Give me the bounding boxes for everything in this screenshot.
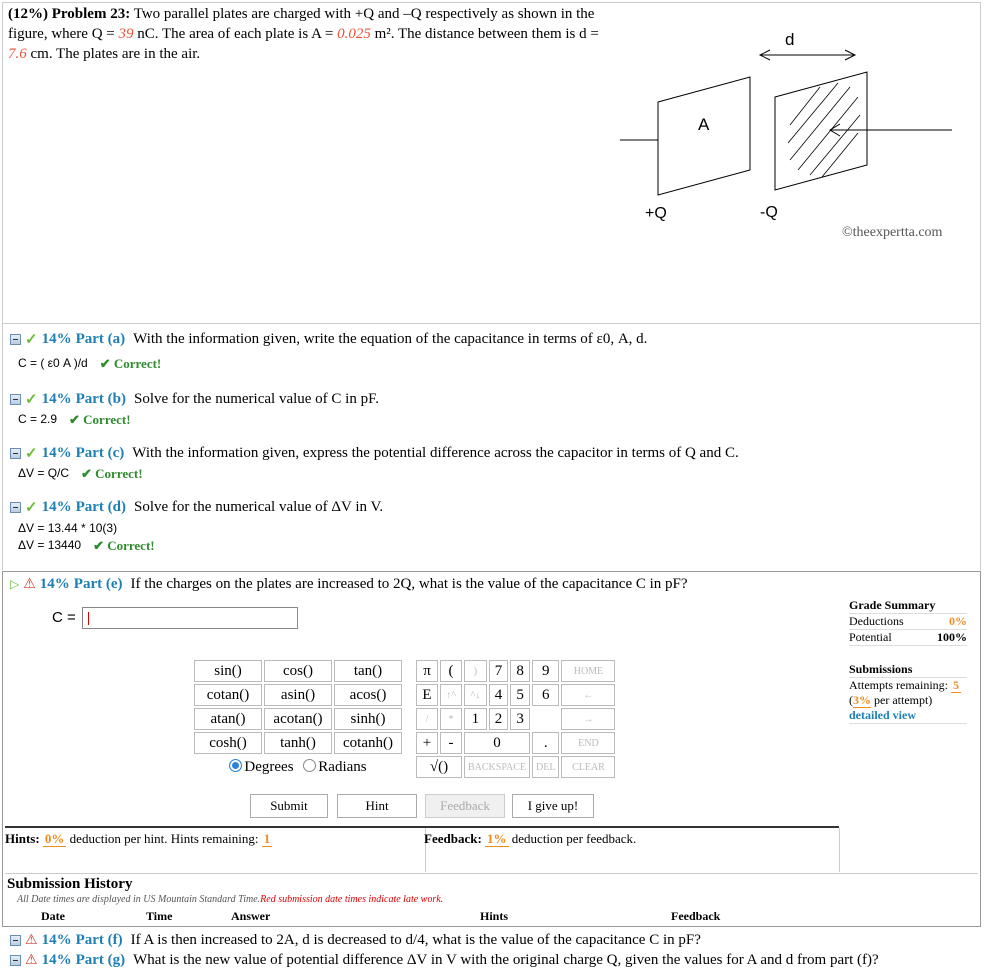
answer-input-label: C = bbox=[52, 609, 76, 626]
part-d-answer-1: ΔV = 13.44 * 10(3) bbox=[18, 521, 118, 535]
minus-q-label: -Q bbox=[760, 204, 778, 221]
history-col-time: Time bbox=[146, 909, 173, 923]
hints-panel: Hints: 0% deduction per hint. Hints remaining: 1 bbox=[5, 828, 426, 872]
calc-key-3[interactable]: 3 bbox=[510, 708, 530, 730]
feedback-panel: Feedback: 1% deduction per feedback. bbox=[424, 828, 840, 872]
calc-key-5[interactable]: 5 bbox=[510, 684, 530, 706]
calc-key-cotan[interactable]: cotan() bbox=[194, 684, 262, 706]
given-A: 0.025 bbox=[337, 26, 371, 42]
calc-key-end[interactable]: END bbox=[561, 732, 615, 754]
angle-mode: Degrees Radians bbox=[194, 756, 402, 778]
calc-key-0[interactable]: 0 bbox=[464, 732, 530, 754]
give-up-button[interactable]: I give up! bbox=[512, 794, 594, 818]
calc-key-minus[interactable]: - bbox=[440, 732, 462, 754]
collapse-icon[interactable] bbox=[10, 502, 21, 513]
calc-key-right-arrow[interactable]: → bbox=[561, 708, 615, 730]
plate-a-label: A bbox=[698, 115, 710, 134]
calculator-keypad bbox=[192, 658, 617, 780]
collapse-icon[interactable] bbox=[10, 935, 21, 946]
history-col-answer: Answer bbox=[231, 909, 271, 923]
calc-key-cotanh[interactable]: cotanh() bbox=[334, 732, 402, 754]
calc-key-e[interactable]: E bbox=[416, 684, 438, 706]
history-col-hints: Hints bbox=[480, 909, 509, 923]
calc-key-open-paren[interactable]: ( bbox=[440, 660, 462, 682]
calc-key-multiply[interactable]: * bbox=[440, 708, 462, 730]
calc-key-tan[interactable]: tan() bbox=[334, 660, 402, 682]
calc-key-clear[interactable]: CLEAR bbox=[561, 756, 615, 778]
check-icon: ✓ bbox=[25, 332, 38, 348]
detailed-view-link[interactable]: detailed view bbox=[849, 708, 967, 724]
calc-key-8[interactable]: 8 bbox=[510, 660, 530, 682]
part-d-answer-2: ΔV = 13440 ✔ Correct! bbox=[18, 538, 155, 553]
problem-statement: (12%) Problem 23: Two parallel plates are charged with +Q and –Q respectively as shown in the figure, where Q = 39 nC. The area of each plate is A = 0.025 m². The distance between them is d = 7.6 cm. The plates are in the air. bbox=[8, 6, 599, 62]
calc-key-backspace[interactable]: BACKSPACE bbox=[464, 756, 530, 778]
submission-history: Submission History All Date times are displayed in US Mountain Standard Time.Red submission date times indicate late work. Date Time Answer Hints Feedback bbox=[5, 873, 978, 928]
given-Q: 39 bbox=[118, 26, 134, 42]
part-f-header: ⚠ 14% Part (f) If A is then increased to 2A, d is decreased to d/4, what is the value of the capacitance C in pF? bbox=[10, 932, 701, 949]
calc-key-4[interactable]: 4 bbox=[489, 684, 509, 706]
collapse-icon[interactable] bbox=[10, 448, 21, 459]
d-label: d bbox=[785, 30, 795, 49]
correct-badge: ✔ Correct! bbox=[93, 538, 155, 553]
calc-key-tanh[interactable]: tanh() bbox=[264, 732, 332, 754]
play-icon: ▷ bbox=[10, 577, 20, 591]
correct-badge: ✔ Correct! bbox=[69, 412, 131, 427]
capacitor-figure bbox=[610, 25, 960, 225]
check-icon: ✓ bbox=[25, 392, 38, 408]
calc-key-acos[interactable]: acos() bbox=[334, 684, 402, 706]
warning-icon: ⚠ bbox=[25, 953, 38, 968]
calc-key-plus[interactable]: + bbox=[416, 732, 438, 754]
correct-badge: ✔ Correct! bbox=[81, 466, 143, 481]
check-icon: ✓ bbox=[25, 446, 38, 462]
calc-key-atan[interactable]: atan() bbox=[194, 708, 262, 730]
calc-key-pi[interactable]: π bbox=[416, 660, 438, 682]
submit-button[interactable]: Submit bbox=[250, 794, 328, 818]
grade-summary: Grade Summary Deductions 0% Potential 100% Submissions Attempts remaining: 5 (3% per attempt) detailed view bbox=[849, 598, 967, 722]
part-b-answer: C = 2.9 ✔ Correct! bbox=[18, 412, 131, 427]
calc-key-6[interactable]: 6 bbox=[532, 684, 559, 706]
history-col-feedback: Feedback bbox=[671, 909, 721, 923]
radians-radio[interactable] bbox=[303, 759, 316, 772]
calc-key-left-arrow[interactable]: ← bbox=[561, 684, 615, 706]
calc-key-sin[interactable]: sin() bbox=[194, 660, 262, 682]
calc-key-cos[interactable]: cos() bbox=[264, 660, 332, 682]
feedback-button[interactable]: Feedback bbox=[425, 794, 505, 818]
collapse-icon[interactable] bbox=[10, 394, 21, 405]
calc-key-decimal[interactable]: . bbox=[532, 732, 559, 754]
part-c-answer: ΔV = Q/C ✔ Correct! bbox=[18, 466, 143, 481]
calc-key-close-paren[interactable]: ) bbox=[464, 660, 487, 682]
calc-key-acotan[interactable]: acotan() bbox=[264, 708, 332, 730]
part-e-header: ▷ ⚠ 14% Part (e) If the charges on the plates are increased to 2Q, what is the value of the capacitance C in pF? bbox=[10, 576, 688, 592]
calc-key-7[interactable]: 7 bbox=[489, 660, 509, 682]
answer-input[interactable] bbox=[82, 607, 298, 629]
given-d: 7.6 bbox=[8, 46, 27, 62]
degrees-radio[interactable] bbox=[229, 759, 242, 772]
calc-key-sqrt[interactable]: √() bbox=[416, 756, 462, 778]
part-g-header: ⚠ 14% Part (g) What is the new value of potential difference ΔV in V with the original charge Q, given the values for A and d from part (f)? bbox=[10, 952, 879, 969]
collapse-icon[interactable] bbox=[10, 955, 21, 966]
calc-key-divide[interactable]: / bbox=[416, 708, 438, 730]
check-icon: ✓ bbox=[25, 500, 38, 516]
calc-key-down-power[interactable]: ^↓ bbox=[464, 684, 487, 706]
part-a-answer: C = ( ε0 A )/d ✔ Correct! bbox=[18, 356, 162, 371]
hint-button[interactable]: Hint bbox=[337, 794, 417, 818]
calc-key-home[interactable]: HOME bbox=[561, 660, 615, 682]
calc-key-del[interactable]: DEL bbox=[532, 756, 559, 778]
calc-key-cosh[interactable]: cosh() bbox=[194, 732, 262, 754]
correct-badge: ✔ Correct! bbox=[99, 356, 162, 371]
calc-key-asin[interactable]: asin() bbox=[264, 684, 332, 706]
part-b-header: ✓ 14% Part (b) Solve for the numerical value of C in pF. bbox=[10, 390, 379, 409]
text-caret bbox=[88, 612, 89, 625]
warning-icon: ⚠ bbox=[23, 577, 36, 592]
collapse-icon[interactable] bbox=[10, 334, 21, 345]
calc-key-sinh[interactable]: sinh() bbox=[334, 708, 402, 730]
plus-q-label: +Q bbox=[645, 205, 667, 222]
copyright: ©theexpertta.com bbox=[842, 225, 943, 240]
calc-key-up-power[interactable]: ↑^ bbox=[440, 684, 462, 706]
divider bbox=[13, 926, 931, 927]
warning-icon: ⚠ bbox=[25, 933, 38, 948]
history-col-date: Date bbox=[41, 909, 65, 923]
calc-key-2[interactable]: 2 bbox=[489, 708, 509, 730]
calc-key-9[interactable]: 9 bbox=[532, 660, 559, 682]
calc-key-1[interactable]: 1 bbox=[464, 708, 487, 730]
part-c-header: ✓ 14% Part (c) With the information given, express the potential difference across the capacitor in terms of Q and C. bbox=[10, 444, 739, 463]
part-a-header: ✓ 14% Part (a) With the information given, write the equation of the capacitance in terms of ε0, A, d. bbox=[10, 330, 647, 349]
part-d-header: ✓ 14% Part (d) Solve for the numerical value of ΔV in V. bbox=[10, 498, 383, 517]
